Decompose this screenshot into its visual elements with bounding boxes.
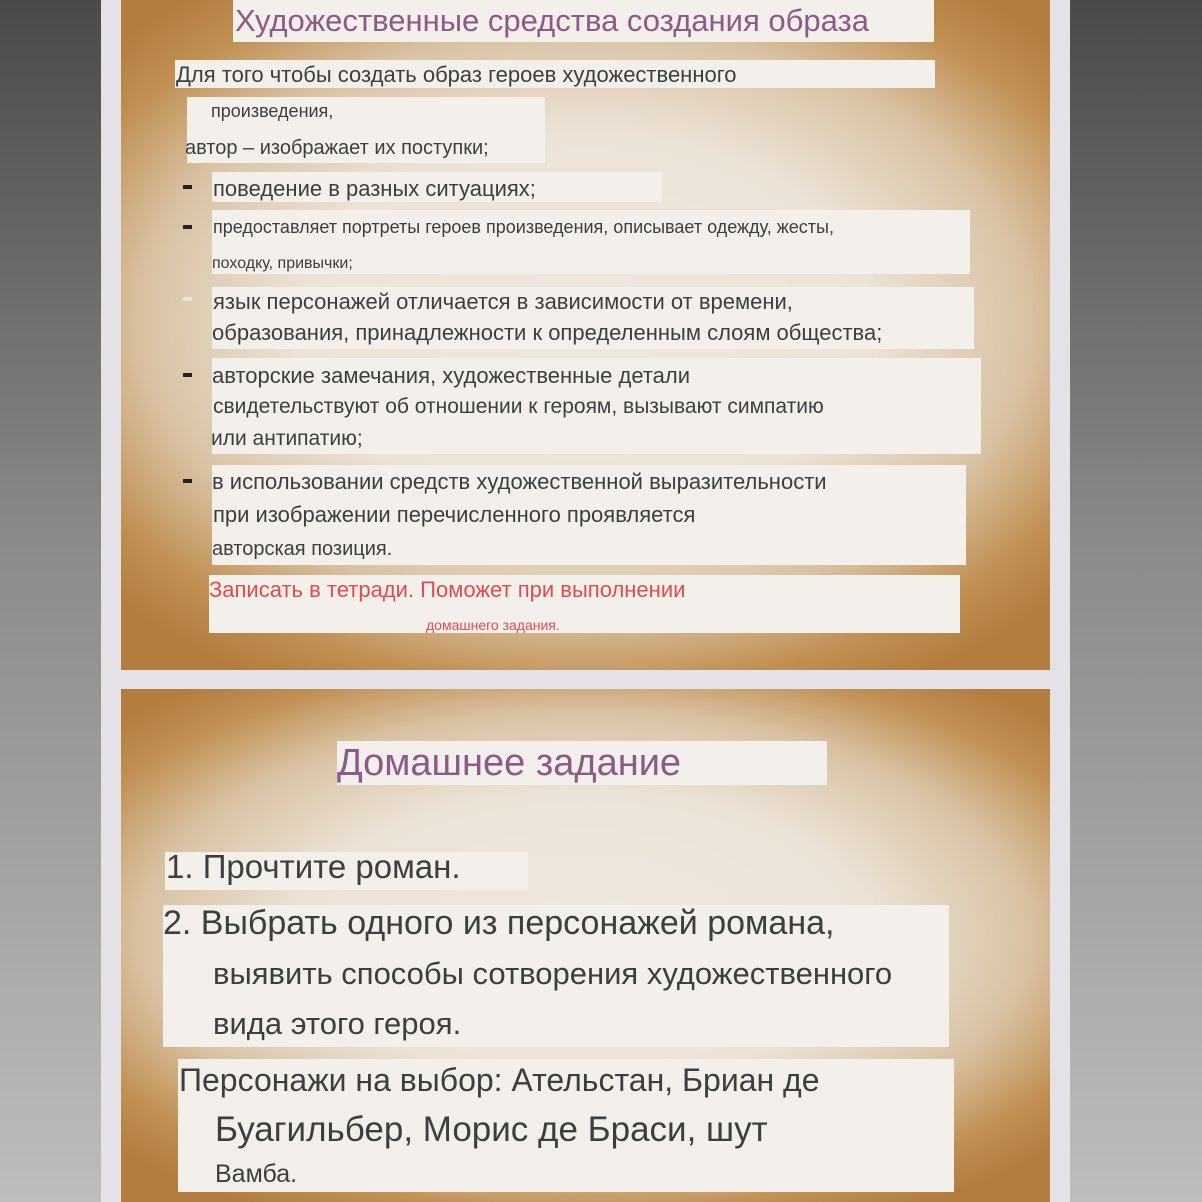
bullet-item-4-line-1: авторские замечания, художественные детали: [212, 363, 691, 388]
bullet-dash: [183, 225, 192, 229]
bullet-item-1-line-1: поведение в разных ситуациях;: [213, 176, 536, 201]
intro-line-1: Для того чтобы создать образ героев художественного: [176, 62, 737, 87]
slide1-title: Художественные средства создания образа: [235, 3, 869, 38]
intro-line-2: произведения,: [211, 101, 334, 121]
bullet-item-4-line-3: или антипатию;: [211, 427, 363, 450]
task-1: 1. Прочтите роман.: [166, 848, 461, 885]
bullet-item-2-line-1: предоставляет портреты героев произведения, описывает одежду, жесты,: [213, 217, 834, 237]
task-2-line-1: 2. Выбрать одного из персонажей романа,: [163, 904, 835, 942]
bullet-item-5-line-1: в использовании средств художественной выразительности: [212, 469, 827, 494]
homework-title: Домашнее задание: [337, 742, 682, 784]
choices-line-2: Буагильбер, Морис де Браси, шут: [215, 1110, 768, 1149]
bullet-item-2-line-2: походку, привычки;: [212, 255, 353, 272]
bullet-dash: [183, 185, 192, 189]
bullet-dash: [183, 373, 192, 377]
slide-art-means: [121, 0, 1050, 670]
note-line-2: домашнего задания.: [426, 617, 560, 633]
task-2-line-2: выявить способы сотворения художественного: [213, 956, 893, 991]
choices-line-1: Персонажи на выбор: Ательстан, Бриан де: [179, 1062, 820, 1098]
note-line-1: Записать в тетради. Поможет при выполнении: [209, 577, 686, 602]
bullet-item-3-line-2: образования, принадлежности к определенным слоям общества;: [212, 320, 883, 345]
bullet-item-3-line-1: язык персонажей отличается в зависимости от времени,: [213, 289, 793, 314]
bullet-item-4-line-2: свидетельствуют об отношении к героям, вызывают симпатию: [213, 395, 824, 418]
task-2-line-3: вида этого героя.: [213, 1006, 462, 1041]
intro-line-3: автор – изображает их поступки;: [185, 137, 489, 159]
bullet-item-5-line-3: авторская позиция.: [212, 538, 393, 560]
bullet-dash: [183, 297, 192, 301]
bullet-item-5-line-2: при изображении перечисленного проявляется: [213, 502, 696, 527]
bullet-dash: [183, 479, 192, 483]
choices-line-3: Вамба.: [215, 1160, 298, 1188]
slide-homework: [121, 689, 1050, 1202]
